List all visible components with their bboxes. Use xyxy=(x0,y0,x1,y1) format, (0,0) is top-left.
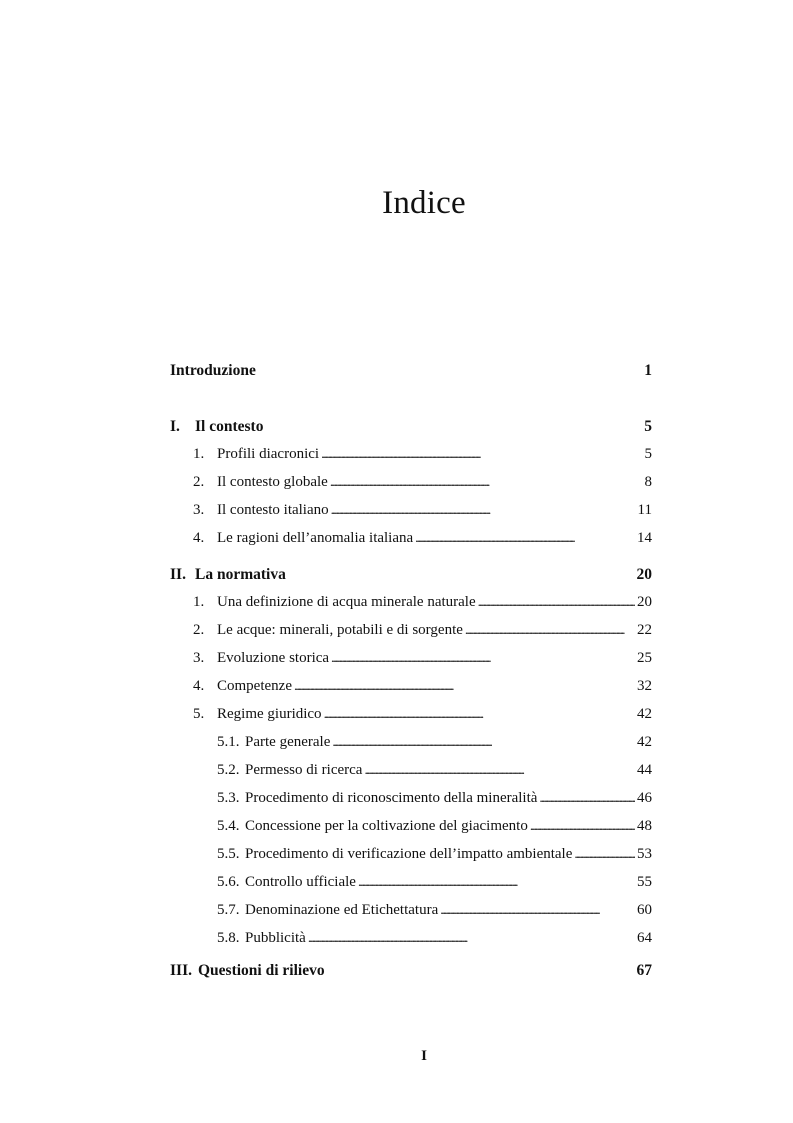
dot-leader xyxy=(358,874,635,891)
dot-leader xyxy=(440,902,635,919)
toc-entry[interactable] xyxy=(170,530,652,550)
toc-intro[interactable] xyxy=(170,362,652,382)
subentry-number: 5.5. xyxy=(217,846,240,862)
dot-leader xyxy=(478,594,635,611)
entry-label: Profili diacronici xyxy=(217,446,320,462)
dot-leader xyxy=(321,446,642,463)
subentry-page: 60 xyxy=(637,902,652,918)
chapter-number: III. xyxy=(170,962,192,979)
toc-intro-label: Introduzione xyxy=(170,362,256,379)
dot-leader xyxy=(539,790,635,807)
subentry-page: 42 xyxy=(637,734,652,750)
subentry-page: 48 xyxy=(637,818,652,834)
toc-subentry[interactable] xyxy=(170,790,652,810)
dot-leader xyxy=(308,930,635,947)
dot-leader xyxy=(330,474,643,491)
toc-entry[interactable] xyxy=(170,474,652,494)
toc-entry[interactable] xyxy=(170,622,652,642)
toc-entry[interactable] xyxy=(170,502,652,522)
subentry-page: 44 xyxy=(637,762,652,778)
entry-label: Competenze xyxy=(217,678,292,694)
toc-intro-page: 1 xyxy=(644,362,652,379)
entry-label: Il contesto italiano xyxy=(217,502,329,518)
dot-leader xyxy=(332,734,635,751)
subentry-number: 5.4. xyxy=(217,818,240,834)
entry-page: 14 xyxy=(637,530,652,546)
entry-page: 25 xyxy=(637,650,652,666)
dot-leader xyxy=(331,502,636,519)
subentry-page: 55 xyxy=(637,874,652,890)
toc-entry[interactable] xyxy=(170,706,652,726)
subentry-number: 5.6. xyxy=(217,874,240,890)
entry-number: 1. xyxy=(193,594,205,610)
entry-page: 8 xyxy=(644,474,652,490)
chapter-label: Questioni di rilievo xyxy=(198,962,325,979)
dot-leader xyxy=(574,846,635,863)
subentry-page: 64 xyxy=(637,930,652,946)
chapter-page: 67 xyxy=(636,962,652,979)
subentry-number: 5.1. xyxy=(217,734,240,750)
chapter-number: I. xyxy=(170,418,180,435)
subentry-page: 53 xyxy=(637,846,652,862)
chapter-label: Il contesto xyxy=(195,418,264,435)
entry-label: Le ragioni dell’anomalia italiana xyxy=(217,530,414,546)
chapter-page: 20 xyxy=(636,566,652,583)
subentry-number: 5.3. xyxy=(217,790,240,806)
dot-leader xyxy=(530,818,635,835)
entry-page: 22 xyxy=(637,622,652,638)
toc-chapter-1[interactable] xyxy=(170,418,652,438)
toc-chapter-2[interactable] xyxy=(170,566,652,586)
entry-label: Una definizione di acqua minerale naturale xyxy=(217,594,476,610)
dot-leader xyxy=(294,678,635,695)
subentry-label: Procedimento di verificazione dell’impatto ambientale xyxy=(245,846,573,862)
page-number: I xyxy=(421,1048,427,1064)
entry-label: Il contesto globale xyxy=(217,474,328,490)
entry-page: 11 xyxy=(637,502,652,518)
entry-number: 4. xyxy=(193,530,205,546)
subentry-number: 5.8. xyxy=(217,930,240,946)
entry-number: 2. xyxy=(193,474,205,490)
dot-leader xyxy=(331,650,635,667)
entry-number: 3. xyxy=(193,650,205,666)
subentry-label: Permesso di ricerca xyxy=(245,762,363,778)
subentry-label: Controllo ufficiale xyxy=(245,874,356,890)
entry-label: Regime giuridico xyxy=(217,706,322,722)
entry-label: Le acque: minerali, potabili e di sorgente xyxy=(217,622,463,638)
toc-entry[interactable] xyxy=(170,678,652,698)
chapter-page: 5 xyxy=(644,418,652,435)
subentry-label: Concessione per la coltivazione del giacimento xyxy=(245,818,528,834)
subentry-label: Procedimento di riconoscimento della mineralità xyxy=(245,790,538,806)
toc-subentry[interactable] xyxy=(170,818,652,838)
subentry-number: 5.7. xyxy=(217,902,240,918)
subentry-label: Pubblicità xyxy=(245,930,306,946)
toc-subentry[interactable] xyxy=(170,902,652,922)
dot-leader xyxy=(324,706,635,723)
entry-number: 3. xyxy=(193,502,205,518)
dot-leader xyxy=(415,530,635,547)
subentry-number: 5.2. xyxy=(217,762,240,778)
toc-entry[interactable] xyxy=(170,446,652,466)
entry-page: 5 xyxy=(644,446,652,462)
entry-number: 5. xyxy=(193,706,205,722)
entry-page: 42 xyxy=(637,706,652,722)
subentry-label: Parte generale xyxy=(245,734,331,750)
entry-number: 2. xyxy=(193,622,205,638)
entry-page: 32 xyxy=(637,678,652,694)
toc-chapter-3[interactable] xyxy=(170,962,652,982)
toc-subentry[interactable] xyxy=(170,846,652,866)
toc-subentry[interactable] xyxy=(170,762,652,782)
toc-entry[interactable] xyxy=(170,650,652,670)
entry-page: 20 xyxy=(637,594,652,610)
subentry-label: Denominazione ed Etichettatura xyxy=(245,902,439,918)
dot-leader xyxy=(364,762,635,779)
chapter-number: II. xyxy=(170,566,186,583)
dot-leader xyxy=(465,622,635,639)
toc-entry[interactable] xyxy=(170,594,652,614)
entry-number: 4. xyxy=(193,678,205,694)
toc-subentry[interactable] xyxy=(170,734,652,754)
chapter-label: La normativa xyxy=(195,566,286,583)
entry-number: 1. xyxy=(193,446,205,462)
entry-label: Evoluzione storica xyxy=(217,650,330,666)
toc-subentry[interactable] xyxy=(170,874,652,894)
subentry-page: 46 xyxy=(637,790,652,806)
page-title: Indice xyxy=(382,185,466,221)
toc-subentry[interactable] xyxy=(170,930,652,950)
